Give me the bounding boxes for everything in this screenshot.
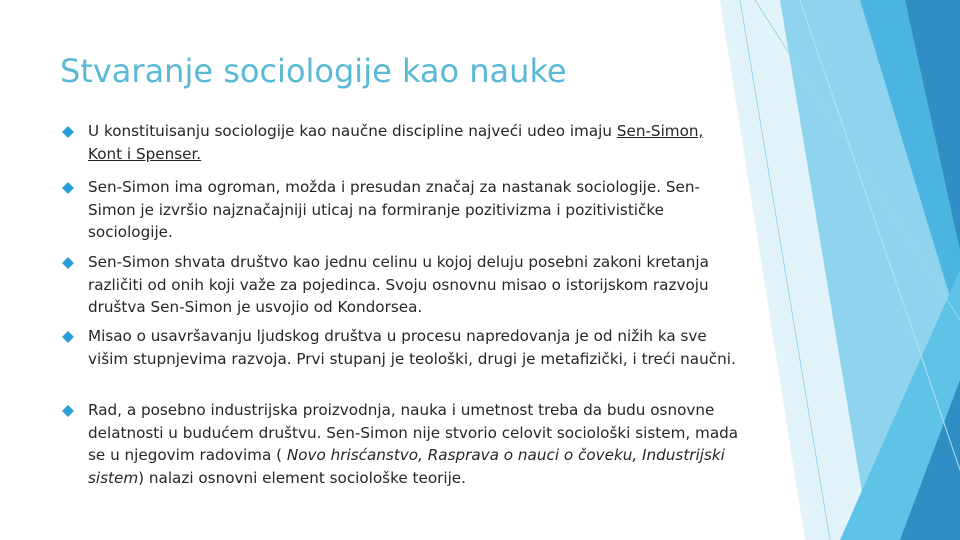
diamond-bullet-icon xyxy=(62,331,74,343)
bullet-2-text: Sen-Simon ima ogroman, možda i presudan značaj za nastanak sociologije. Sen-Simon je izvršio najznačajniji uticaj na formiranje pozitivizma i pozitivističke sociologije. xyxy=(88,178,700,241)
bullet-item-2 xyxy=(62,176,742,244)
diamond-bullet-icon xyxy=(62,182,74,194)
bullet-item-3 xyxy=(62,251,742,319)
bullet-3-text: Sen-Simon shvata društvo kao jednu celinu u kojoj deluju posebni zakoni kretanja različiti od onih koji važe za pojedinca. Svoju osnovnu misao o istorijskom razvoju društva Sen-Simon je usvojio od Kondorsea. xyxy=(88,253,709,316)
bullet-5-text-before: Rad, a posebno industrijska proizvodnja, nauka i umetnost treba da budu osnovne delatnosti u budućem društvu. Sen-Simon nije stvorio celovit sociološki sistem, mada se u njegovim radovima ( xyxy=(88,401,739,464)
bullet-5-text-after: ) nalazi osnovni element sociološke teorije. xyxy=(138,468,466,487)
bullet-5-works: Novo hrisćanstvo, Rasprava o nauci o čoveku, Industrijski sistem xyxy=(88,446,725,487)
diamond-bullet-icon xyxy=(62,405,74,417)
diamond-bullet-icon xyxy=(62,126,74,138)
bullet-item-4 xyxy=(62,325,742,370)
bullet-1-names: Sen-Simon, Kont i Spenser. xyxy=(88,122,704,163)
slide-title: Stvaranje sociologije kao nauke xyxy=(60,52,567,90)
bullet-item-5 xyxy=(62,399,742,489)
bullet-4-text: Misao o usavršavanju ljudskog društva u procesu napredovanja je od nižih ka sve višim stupnjevima razvoja. Prvi stupanj je teološki, drugi je metafizički, i treći naučni. xyxy=(88,327,736,368)
bullet-item-1 xyxy=(62,120,742,165)
bullet-1-text: U konstituisanju sociologije kao naučne discipline najveći udeo imaju xyxy=(88,122,617,140)
diamond-bullet-icon xyxy=(62,257,74,269)
